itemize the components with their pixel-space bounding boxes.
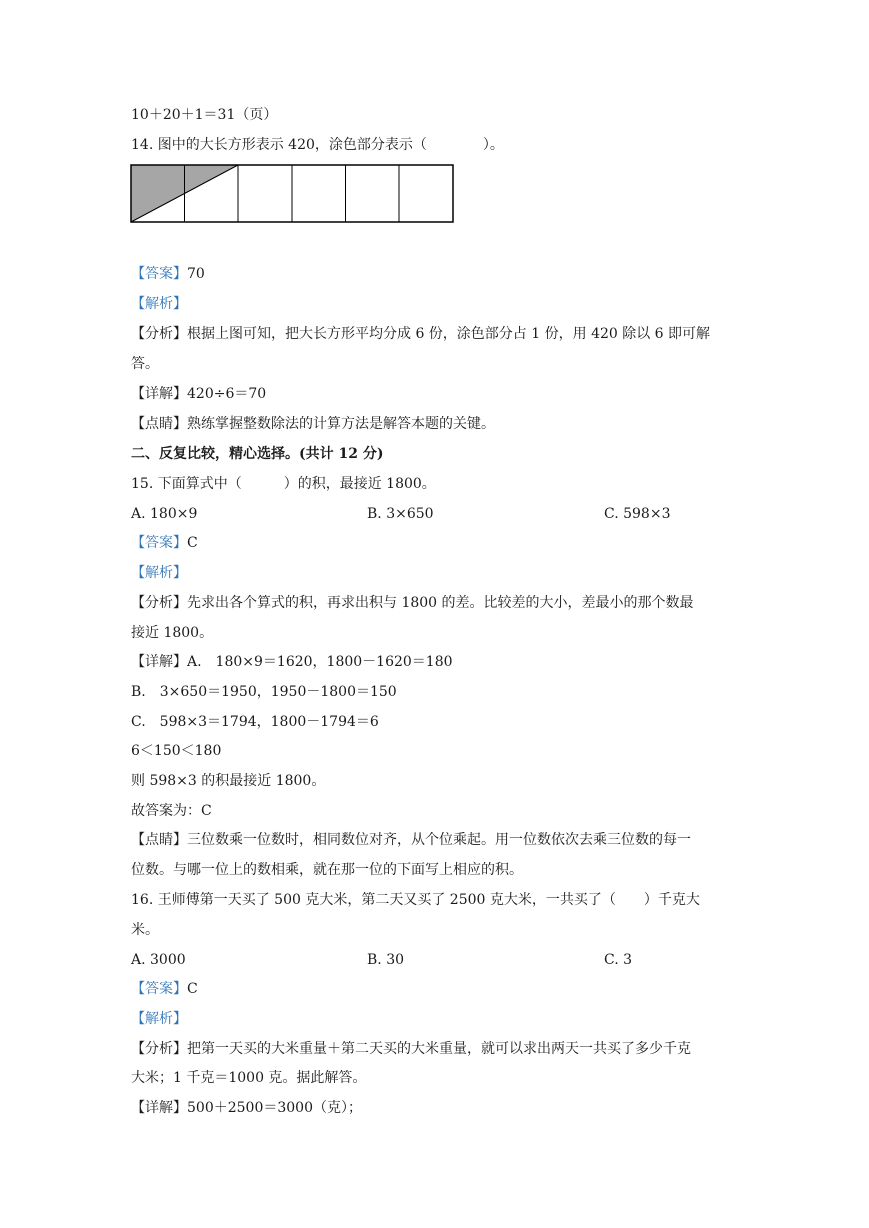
text-line: 6＜150＜180 — [131, 743, 222, 759]
answer-tag: 【答案】 — [131, 266, 187, 282]
text-line: 【点睛】熟练掌握整数除法的计算方法是解答本题的关键。 — [131, 416, 495, 432]
answer-value: C — [187, 535, 198, 551]
option-b: B. 3×650 — [367, 506, 434, 522]
answer-line — [131, 264, 205, 284]
answer-line — [131, 979, 198, 999]
option-c: C. 3 — [604, 952, 633, 968]
answer-tag: 【答案】 — [131, 981, 187, 997]
analysis-tag: 【解析】 — [131, 1011, 187, 1027]
text-line: 位数。与哪一位上的数相乘，就在那一位的下面写上相应的积。 — [131, 862, 523, 878]
text-line: 接近 1800。 — [131, 625, 214, 641]
text-line: 【详解】420÷6＝70 — [131, 386, 267, 402]
text-line: 故答案为：C — [131, 803, 212, 819]
text-line: 【分析】把第一天买的大米重量＋第二天买的大米重量，就可以求出两天一共买了多少千克 — [131, 1041, 691, 1057]
text-line: 米。 — [131, 922, 159, 938]
question-16: 16. 王师傅第一天买了 500 克大米，第二天又买了 2500 克大米，一共买了（ ）千克大 — [131, 892, 700, 908]
question-14: 14. 图中的大长方形表示 420，涂色部分表示（ ）。 — [131, 137, 504, 153]
option-c: C. 598×3 — [604, 506, 671, 522]
option-a: A. 3000 — [131, 952, 186, 968]
section-heading: 二、反复比较，精心选择。(共计 12 分) — [131, 446, 384, 462]
rectangle-figure — [130, 164, 455, 224]
analysis-tag: 【解析】 — [131, 565, 187, 581]
text-line: 【点睛】三位数乘一位数时，相同数位对齐，从个位乘起。用一位数依次去乘三位数的每一 — [131, 832, 691, 848]
text-line: 10＋20＋1＝31（页） — [131, 107, 278, 123]
text-line: 大米；1 千克＝1000 克。据此解答。 — [131, 1070, 367, 1086]
answer-line — [131, 533, 198, 553]
text-line: B. 3×650＝1950，1950－1800＝150 — [131, 684, 397, 700]
text-line: C. 598×3＝1794，1800－1794＝6 — [131, 714, 379, 730]
text-line: 【详解】500＋2500＝3000（克）； — [131, 1100, 362, 1116]
question-15: 15. 下面算式中（ ）的积，最接近 1800。 — [131, 476, 436, 492]
answer-tag: 【答案】 — [131, 535, 187, 551]
analysis-tag: 【解析】 — [131, 296, 187, 312]
option-b: B. 30 — [367, 952, 405, 968]
answer-value: 70 — [187, 266, 205, 282]
option-a: A. 180×9 — [131, 506, 198, 522]
text-line: 【分析】先求出各个算式的积，再求出积与 1800 的差。比较差的大小，差最小的那个数最 — [131, 595, 694, 611]
text-line: 答。 — [131, 356, 159, 372]
text-line: 则 598×3 的积最接近 1800。 — [131, 773, 326, 789]
text-line: 【详解】A. 180×9＝1620，1800－1620＝180 — [131, 654, 453, 670]
text-line: 【分析】根据上图可知，把大长方形平均分成 6 份，涂色部分占 1 份，用 420 除以 6 即可解 — [131, 326, 711, 342]
answer-value: C — [187, 981, 198, 997]
